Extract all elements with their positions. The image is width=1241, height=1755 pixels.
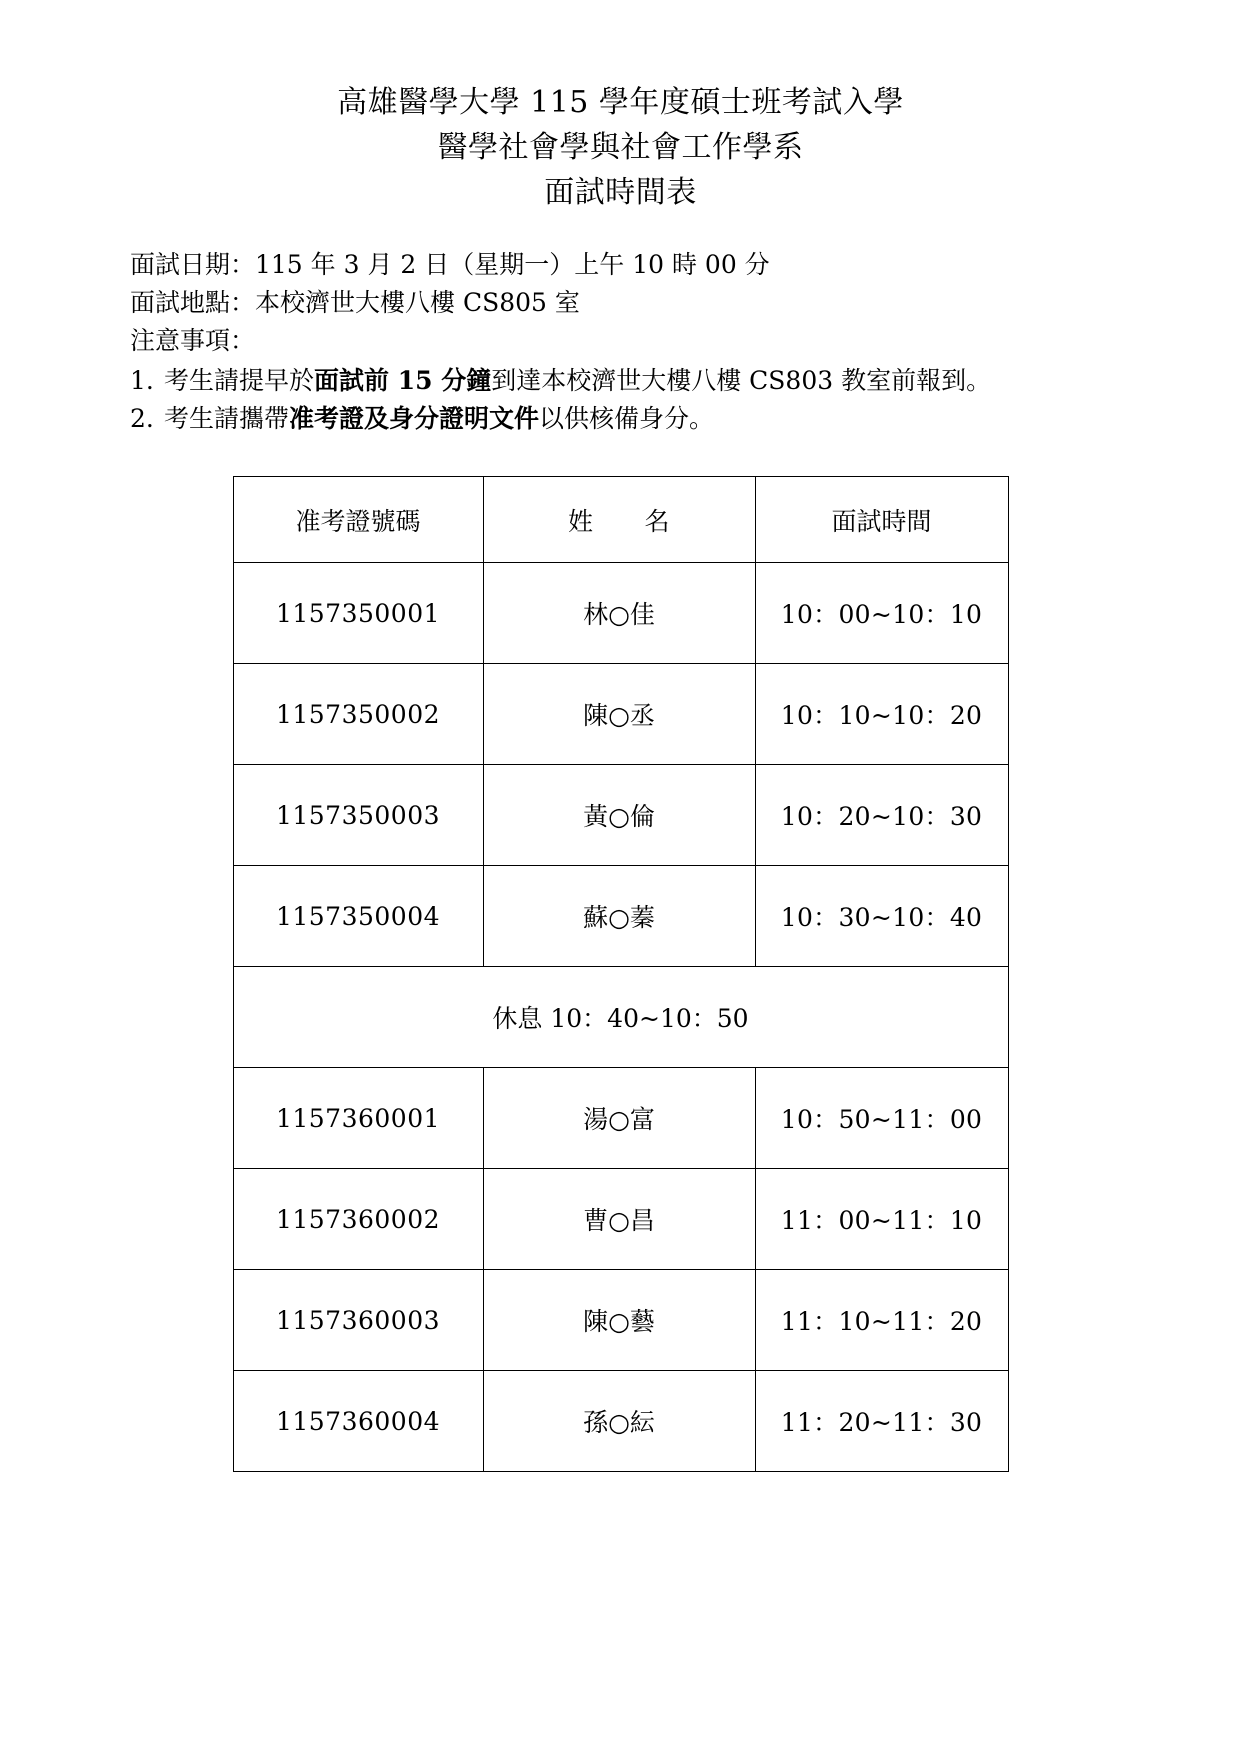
cell-exam-id: 1157360002 <box>233 1169 483 1270</box>
page-title-line-1: 高雄醫學大學 115 學年度碩士班考試入學 <box>337 85 904 120</box>
interview-date-line: 面試日期：115 年 3 月 2 日（星期一）上午 10 時 00 分 <box>130 250 770 279</box>
cell-name: 陳○丞 <box>483 664 755 765</box>
cell-time: 11：20~11：30 <box>755 1371 1008 1472</box>
header-cell-time: 面試時間 <box>755 477 1008 563</box>
note-suffix: 以供核備身分。 <box>539 404 715 433</box>
cell-time: 11：10~11：20 <box>755 1270 1008 1371</box>
note-prefix: 考生請提早於 <box>164 366 315 395</box>
cell-break-label: 休息 10：40~10：50 <box>233 967 1008 1068</box>
cell-exam-id: 1157360001 <box>233 1068 483 1169</box>
note-bold: 准考證及身分證明文件 <box>289 404 540 433</box>
cell-time: 11：00~11：10 <box>755 1169 1008 1270</box>
note-text <box>164 400 714 438</box>
cell-name: 蘇○蓁 <box>483 866 755 967</box>
cell-exam-id: 1157360003 <box>233 1270 483 1371</box>
table-break-row <box>233 967 1008 1068</box>
cell-name: 湯○富 <box>483 1068 755 1169</box>
note-bold: 面試前 15 分鐘 <box>314 366 492 395</box>
cell-name: 陳○藝 <box>483 1270 755 1371</box>
note-number: 2. <box>130 404 154 433</box>
cell-exam-id: 1157350001 <box>233 563 483 664</box>
note-number: 1. <box>130 366 154 395</box>
table-row <box>233 765 1008 866</box>
cell-time: 10：30~10：40 <box>755 866 1008 967</box>
table-row <box>233 664 1008 765</box>
table-row <box>233 1068 1008 1169</box>
cell-exam-id: 1157350003 <box>233 765 483 866</box>
table-header-row <box>233 477 1008 563</box>
cell-exam-id: 1157360004 <box>233 1371 483 1472</box>
cell-exam-id: 1157350004 <box>233 866 483 967</box>
notes-list <box>130 362 1111 438</box>
interview-schedule-table <box>233 476 1009 1472</box>
meta-info-block <box>130 246 1111 360</box>
note-prefix: 考生請攜帶 <box>164 404 290 433</box>
notes-heading: 注意事項： <box>130 326 256 355</box>
table-row <box>233 1371 1008 1472</box>
cell-name: 曹○昌 <box>483 1169 755 1270</box>
cell-name: 黃○倫 <box>483 765 755 866</box>
header-cell-id: 准考證號碼 <box>233 477 483 563</box>
table-row <box>233 563 1008 664</box>
note-suffix: 到達本校濟世大樓八樓 CS803 教室前報到。 <box>491 366 992 395</box>
interview-location-line: 面試地點：本校濟世大樓八樓 CS805 室 <box>130 288 580 317</box>
header-cell-name: 姓 名 <box>483 477 755 563</box>
cell-time: 10：50~11：00 <box>755 1068 1008 1169</box>
page-title-line-3: 面試時間表 <box>544 175 697 210</box>
cell-exam-id: 1157350002 <box>233 664 483 765</box>
table-row <box>233 1169 1008 1270</box>
page-title-line-2: 醫學社會學與社會工作學系 <box>437 130 804 165</box>
note-item <box>130 400 1111 438</box>
cell-name: 林○佳 <box>483 563 755 664</box>
cell-time: 10：20~10：30 <box>755 765 1008 866</box>
schedule-table-wrapper <box>130 476 1111 1472</box>
table-row <box>233 1270 1008 1371</box>
cell-name: 孫○紜 <box>483 1371 755 1472</box>
table-row <box>233 866 1008 967</box>
cell-time: 10：00~10：10 <box>755 563 1008 664</box>
cell-time: 10：10~10：20 <box>755 664 1008 765</box>
document-title-block <box>130 82 1111 213</box>
note-text <box>164 362 991 400</box>
note-item <box>130 362 1111 400</box>
